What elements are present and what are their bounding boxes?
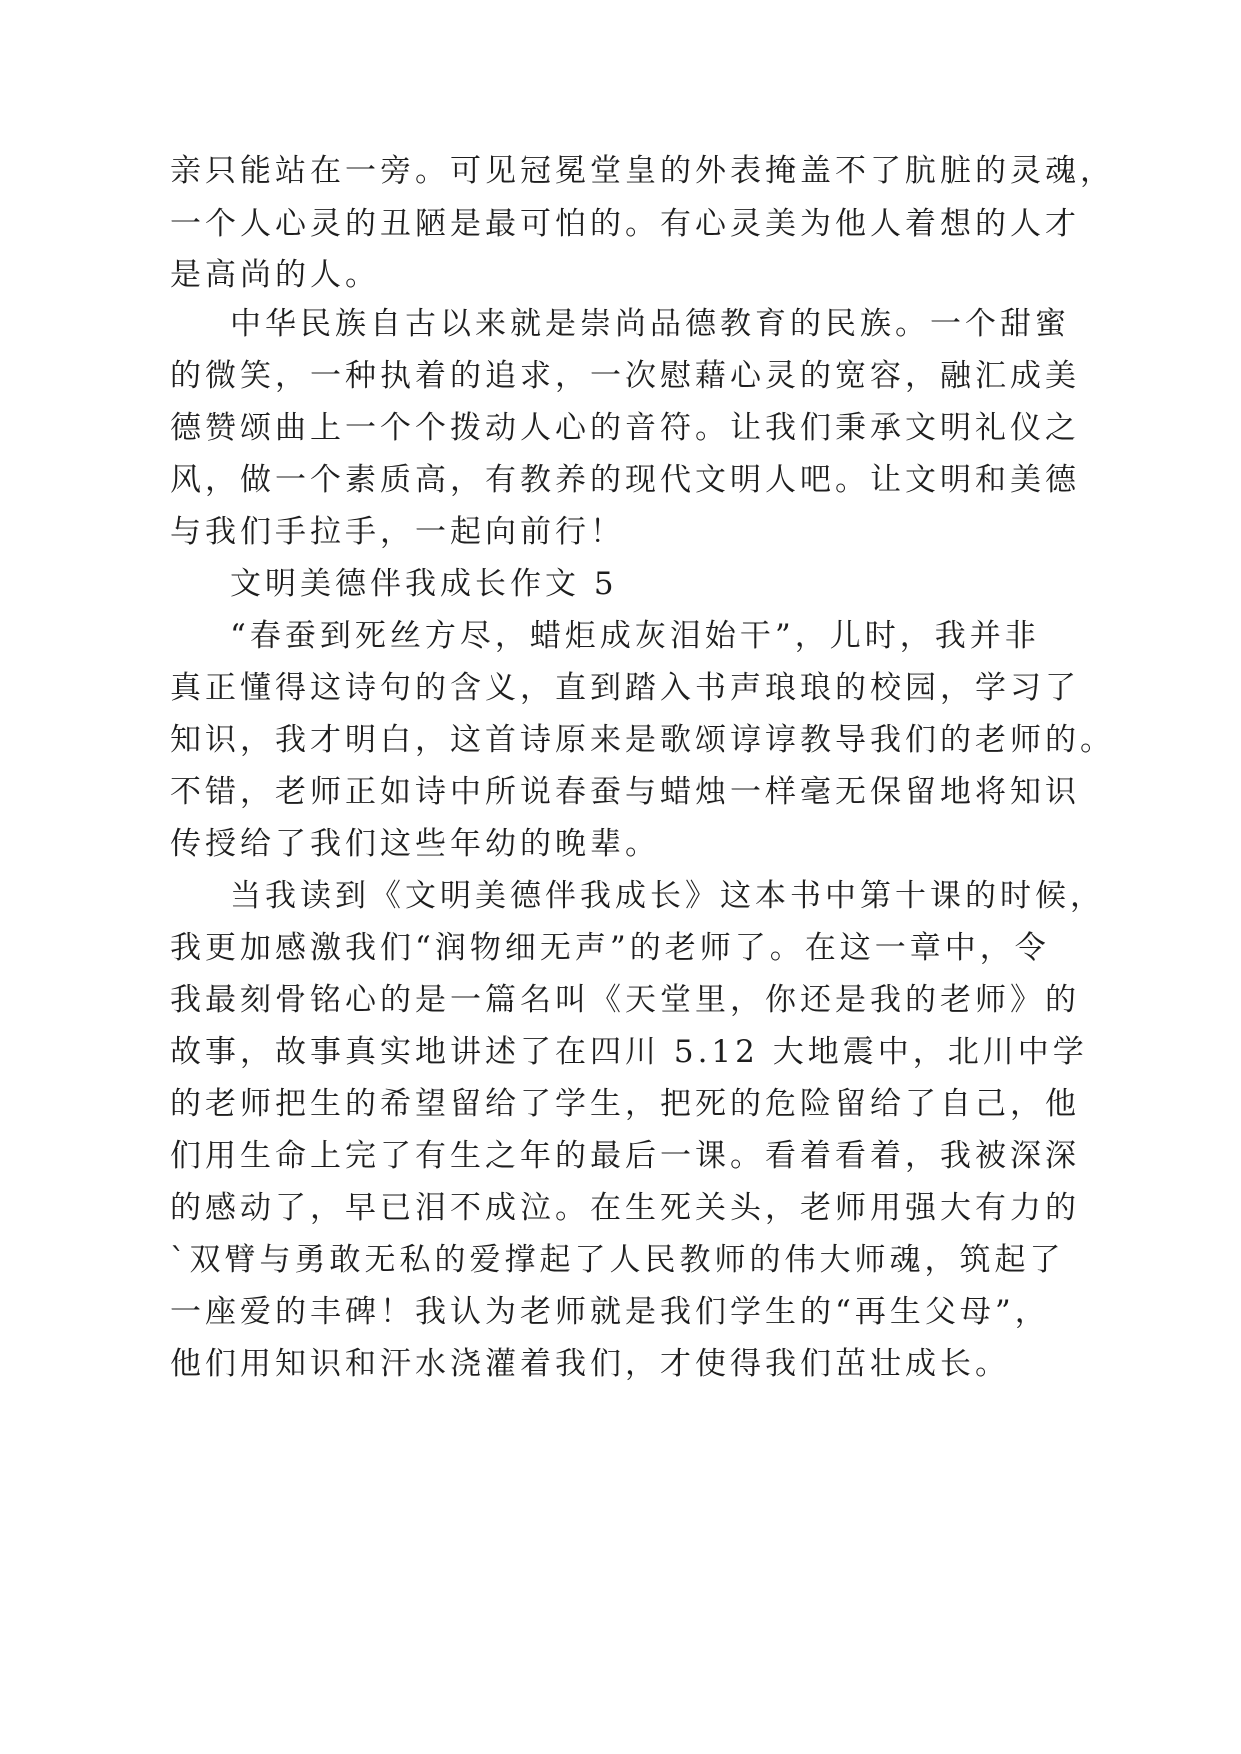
text-line-20: 们用生命上完了有生之年的最后一课。看着看着，我被深深 [170,1138,1080,1174]
text-line-3: 是高尚的人。 [170,257,380,293]
text-line-14: 传授给了我们这些年幼的晚辈。 [170,826,660,862]
text-line-16: 我更加感激我们“润物细无声”的老师了。在这一章中，令 [170,930,1050,966]
text-line-1: 亲只能站在一旁。可见冠冕堂皇的外表掩盖不了肮脏的灵魂， [170,153,1115,189]
text-line-18: 故事，故事真实地讲述了在四川 5.12 大地震中，北川中学 [170,1034,1088,1070]
text-line-10: “春蚕到死丝方尽，蜡炬成灰泪始干”，儿时，我并非 [230,618,1040,654]
text-line-4: 中华民族自古以来就是崇尚品德教育的民族。一个甜蜜 [230,306,1070,342]
text-line-11: 真正懂得这诗句的含义，直到踏入书声琅琅的校园，学习了 [170,670,1080,706]
text-line-2: 一个人心灵的丑陋是最可怕的。有心灵美为他人着想的人才 [170,206,1080,242]
text-line-8: 与我们手拉手，一起向前行！ [170,514,625,550]
text-line-21: 的感动了，早已泪不成泣。在生死关头，老师用强大有力的 [170,1190,1080,1226]
section-heading: 文明美德伴我成长作文 5 [230,566,618,602]
text-line-22: `双臂与勇敢无私的爱撑起了人民教师的伟大师魂，筑起了 [170,1242,1065,1278]
text-line-13: 不错，老师正如诗中所说春蚕与蜡烛一样毫无保留地将知识 [170,774,1080,810]
text-line-6: 德赞颂曲上一个个拨动人心的音符。让我们秉承文明礼仪之 [170,410,1080,446]
text-line-7: 风，做一个素质高，有教养的现代文明人吧。让文明和美德 [170,462,1080,498]
text-line-19: 的老师把生的希望留给了学生，把死的危险留给了自己，他 [170,1086,1080,1122]
text-line-17: 我最刻骨铭心的是一篇名叫《天堂里，你还是我的老师》的 [170,982,1080,1018]
text-line-15: 当我读到《文明美德伴我成长》这本书中第十课的时候， [230,878,1105,914]
text-line-24: 他们用知识和汗水浇灌着我们，才使得我们茁壮成长。 [170,1346,1010,1382]
text-line-5: 的微笑，一种执着的追求，一次慰藉心灵的宽容，融汇成美 [170,358,1080,394]
text-line-23: 一座爱的丰碑！我认为老师就是我们学生的“再生父母”， [170,1294,1050,1330]
text-line-12: 知识，我才明白，这首诗原来是歌颂谆谆教导我们的老师的。 [170,722,1115,758]
